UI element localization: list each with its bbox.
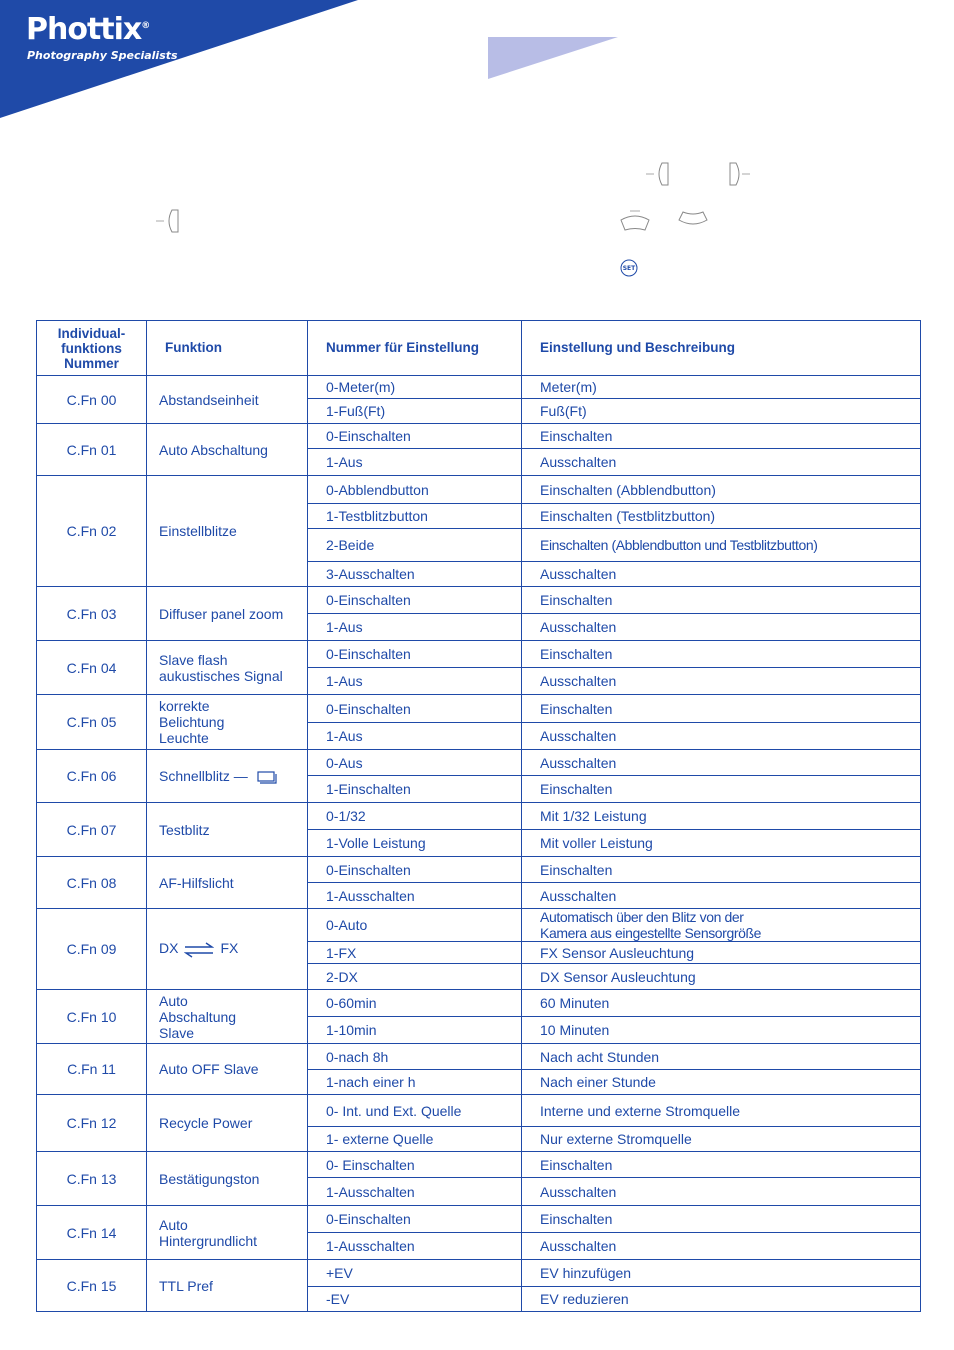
function-name-suffix: FX xyxy=(220,940,239,957)
setting-description-text: Ausschalten xyxy=(540,1238,617,1254)
function-name-text: Schnellblitz — xyxy=(159,767,248,784)
function-number: C.Fn 09 xyxy=(37,909,147,990)
setting-description-text: 60 Minuten xyxy=(540,995,610,1011)
button-left-icon xyxy=(154,208,184,234)
setting-description xyxy=(522,587,921,614)
setting-number: 1-Aus xyxy=(308,449,522,476)
table-header-row xyxy=(37,321,921,376)
function-name-text: Auto OFF Slave xyxy=(159,1061,259,1077)
setting-number: 0-Einschalten xyxy=(308,424,522,449)
accent-triangle xyxy=(488,37,618,79)
setting-description xyxy=(522,449,921,476)
function-name xyxy=(147,750,308,803)
setting-description xyxy=(522,399,921,424)
function-name-text: Bestätigungston xyxy=(159,1170,260,1187)
setting-number: 1-Aus xyxy=(308,723,522,750)
function-number: C.Fn 03 xyxy=(37,587,147,641)
function-name-text: AF-Hilfslicht xyxy=(159,874,234,891)
setting-number: 0-Einschalten xyxy=(308,641,522,668)
setting-description-text: Ausschalten xyxy=(540,754,617,771)
table-row xyxy=(37,909,921,942)
setting-description-text: Nur externe Stromquelle xyxy=(540,1131,692,1147)
setting-number: 0-Einschalten xyxy=(308,587,522,614)
brand-logo xyxy=(26,12,149,47)
setting-description-text: EV reduzieren xyxy=(540,1291,629,1307)
setting-number: 0-nach 8h xyxy=(308,1044,522,1070)
setting-number: 0- Einschalten xyxy=(308,1152,522,1178)
setting-number: 0- Int. und Ext. Quelle xyxy=(308,1095,522,1127)
setting-description-text: Einschalten (Abblendbutton und Testblitzbutton) xyxy=(540,537,818,553)
function-name-text: Abstandseinheit xyxy=(159,391,259,408)
function-name-text: Diffuser panel zoom xyxy=(159,605,284,622)
table-row xyxy=(37,990,921,1017)
button-left-icon xyxy=(644,161,674,187)
setting-description xyxy=(522,562,921,587)
function-name-text: Auto Hintergrundlicht xyxy=(159,1216,258,1249)
setting-number: 0-Einschalten xyxy=(308,1206,522,1233)
brand-tagline: Photography Specialists xyxy=(27,49,178,62)
setting-description-text: Einschalten xyxy=(540,861,613,878)
setting-number: 0-1/32 xyxy=(308,803,522,830)
function-number: C.Fn 10 xyxy=(37,990,147,1044)
setting-number: 0-Einschalten xyxy=(308,695,522,723)
function-number: C.Fn 06 xyxy=(37,750,147,803)
function-name xyxy=(147,1260,308,1312)
setting-number: 1- externe Quelle xyxy=(308,1127,522,1152)
zoom-button-icon xyxy=(618,208,652,234)
setting-description xyxy=(522,803,921,830)
setting-number: +EV xyxy=(308,1260,522,1287)
function-name xyxy=(147,476,308,587)
setting-number: 1-Ausschalten xyxy=(308,1178,522,1206)
function-name xyxy=(147,376,308,424)
function-name xyxy=(147,695,308,750)
setting-number: 0-Meter(m) xyxy=(308,376,522,399)
registered-mark: ® xyxy=(141,21,150,31)
setting-number: 0-Aus xyxy=(308,750,522,776)
header-description: Einstellung und Beschreibung xyxy=(522,321,921,376)
setting-description-text: Ausschalten xyxy=(540,1183,617,1200)
setting-description xyxy=(522,1044,921,1070)
function-number: C.Fn 05 xyxy=(37,695,147,750)
function-name-text: korrekte Belichtung Leuchte xyxy=(159,698,225,746)
function-number: C.Fn 00 xyxy=(37,376,147,424)
table-row xyxy=(37,1095,921,1127)
function-number: C.Fn 14 xyxy=(37,1206,147,1260)
setting-description xyxy=(522,723,921,750)
setting-number: 0-Einschalten xyxy=(308,857,522,883)
function-number: C.Fn 08 xyxy=(37,857,147,909)
setting-description xyxy=(522,614,921,641)
table-row xyxy=(37,641,921,668)
function-name-text: Slave flash aukustisches Signal xyxy=(159,651,283,684)
brand-name: Phottix xyxy=(26,12,142,47)
function-name-text: Auto Abschaltung Slave xyxy=(159,992,237,1041)
setting-description xyxy=(522,376,921,399)
continuous-shooting-icon xyxy=(256,770,278,784)
setting-description xyxy=(522,750,921,776)
setting-description-text: Einschalten xyxy=(540,1211,613,1227)
setting-number: -EV xyxy=(308,1287,522,1312)
setting-description-text: Nach acht Stunden xyxy=(540,1048,660,1065)
setting-description xyxy=(522,883,921,909)
custom-function-table xyxy=(36,320,921,1312)
setting-description xyxy=(522,668,921,695)
setting-description-text: Interne und externe Stromquelle xyxy=(540,1102,741,1119)
function-name xyxy=(147,990,308,1044)
setting-description xyxy=(522,830,921,857)
function-number: C.Fn 15 xyxy=(37,1260,147,1312)
function-name xyxy=(147,1095,308,1152)
setting-description xyxy=(522,1127,921,1152)
header-setting-number: Nummer für Einstellung xyxy=(308,321,522,376)
function-name xyxy=(147,424,308,476)
function-number: C.Fn 01 xyxy=(37,424,147,476)
setting-description xyxy=(522,909,921,942)
setting-description-text: Ausschalten xyxy=(540,887,617,904)
setting-description-text: Einschalten xyxy=(540,646,613,662)
table-row xyxy=(37,695,921,723)
setting-description xyxy=(522,942,921,964)
function-name xyxy=(147,909,308,990)
setting-number: 0-60min xyxy=(308,990,522,1017)
setting-number: 1-Aus xyxy=(308,614,522,641)
header-function: Funktion xyxy=(147,321,308,376)
table-row xyxy=(37,424,921,449)
table-row xyxy=(37,1152,921,1178)
function-name xyxy=(147,587,308,641)
setting-number: 1-Ausschalten xyxy=(308,1233,522,1260)
set-label: SET xyxy=(622,265,636,273)
setting-description-text: Meter(m) xyxy=(540,379,597,395)
setting-number: 1-Testblitzbutton xyxy=(308,504,522,529)
swap-arrows-icon xyxy=(184,942,214,958)
setting-description xyxy=(522,1152,921,1178)
function-name-text: TTL Pref xyxy=(159,1277,213,1294)
table-row xyxy=(37,857,921,883)
setting-number: 0-Abblendbutton xyxy=(308,476,522,504)
setting-description xyxy=(522,1287,921,1312)
setting-description-text: Einschalten xyxy=(540,592,613,608)
function-name xyxy=(147,803,308,857)
function-number: C.Fn 07 xyxy=(37,803,147,857)
setting-number: 1-Fuß(Ft) xyxy=(308,399,522,424)
table-row xyxy=(37,587,921,614)
table-row xyxy=(37,803,921,830)
setting-description xyxy=(522,964,921,990)
function-name-text: Recycle Power xyxy=(159,1115,253,1131)
setting-description xyxy=(522,641,921,668)
setting-description-text: Fuß(Ft) xyxy=(540,403,587,419)
setting-description-text: Ausschalten xyxy=(540,566,617,582)
setting-description-text: Einschalten xyxy=(540,1156,613,1173)
setting-description-text: Mit 1/32 Leistung xyxy=(540,808,647,824)
setting-description-text: Einschalten xyxy=(540,781,613,797)
setting-description xyxy=(522,776,921,803)
setting-number: 0-Auto xyxy=(308,909,522,942)
table-row xyxy=(37,1044,921,1070)
function-number: C.Fn 13 xyxy=(37,1152,147,1206)
set-button-icon xyxy=(619,258,639,278)
setting-description xyxy=(522,1260,921,1287)
setting-number: 1-Aus xyxy=(308,668,522,695)
setting-description xyxy=(522,504,921,529)
setting-description-text: 10 Minuten xyxy=(540,1022,610,1038)
header-number: Individual- funktions Nummer xyxy=(37,321,147,376)
setting-description-text: Ausschalten xyxy=(540,454,617,470)
function-name xyxy=(147,1044,308,1095)
function-name xyxy=(147,1206,308,1260)
setting-description-text: FX Sensor Ausleuchtung xyxy=(540,944,695,961)
setting-description xyxy=(522,1070,921,1095)
function-name-text: Einstellblitze xyxy=(159,523,237,539)
setting-number: 1-nach einer h xyxy=(308,1070,522,1095)
table-row xyxy=(37,376,921,399)
setting-number: 1-Ausschalten xyxy=(308,883,522,909)
function-name-text: Testblitz xyxy=(159,821,210,838)
setting-description xyxy=(522,1206,921,1233)
function-name-text: Auto Abschaltung xyxy=(159,441,268,458)
function-number: C.Fn 02 xyxy=(37,476,147,587)
setting-number: 2-Beide xyxy=(308,529,522,562)
setting-description-text: Einschalten (Abblendbutton) xyxy=(540,481,716,498)
setting-description-text: Ausschalten xyxy=(540,619,617,635)
setting-description xyxy=(522,424,921,449)
function-number: C.Fn 04 xyxy=(37,641,147,695)
function-number: C.Fn 12 xyxy=(37,1095,147,1152)
button-right-icon xyxy=(724,161,754,187)
setting-description xyxy=(522,857,921,883)
setting-description-text: EV hinzufügen xyxy=(540,1265,632,1281)
setting-description xyxy=(522,1017,921,1044)
table-row xyxy=(37,1260,921,1287)
setting-description xyxy=(522,476,921,504)
function-name xyxy=(147,857,308,909)
setting-description-text: Einschalten (Testblitzbutton) xyxy=(540,508,716,524)
function-name-text: DX xyxy=(159,940,179,957)
setting-description xyxy=(522,529,921,562)
table-row xyxy=(37,1206,921,1233)
table-row xyxy=(37,476,921,504)
setting-number: 1-10min xyxy=(308,1017,522,1044)
setting-description-text: Automatisch über den Blitz von der Kamera aus eingestellte Sensorgröße xyxy=(540,909,762,941)
setting-description xyxy=(522,1178,921,1206)
down-button-icon xyxy=(676,208,710,234)
setting-number: 3-Ausschalten xyxy=(308,562,522,587)
setting-description-text: Einschalten xyxy=(540,700,613,717)
table-body xyxy=(37,376,921,1312)
setting-description xyxy=(522,990,921,1017)
setting-description-text: DX Sensor Ausleuchtung xyxy=(540,968,696,985)
setting-description xyxy=(522,1233,921,1260)
setting-description-text: Einschalten xyxy=(540,428,613,444)
setting-number: 1-Einschalten xyxy=(308,776,522,803)
setting-description-text: Ausschalten xyxy=(540,728,617,744)
table-row xyxy=(37,750,921,776)
setting-number: 1-Volle Leistung xyxy=(308,830,522,857)
function-number: C.Fn 11 xyxy=(37,1044,147,1095)
setting-number: 2-DX xyxy=(308,964,522,990)
function-name xyxy=(147,1152,308,1206)
setting-description-text: Nach einer Stunde xyxy=(540,1074,656,1090)
setting-description-text: Mit voller Leistung xyxy=(540,835,653,851)
setting-description-text: Ausschalten xyxy=(540,673,617,689)
function-name xyxy=(147,641,308,695)
setting-description xyxy=(522,695,921,723)
setting-description xyxy=(522,1095,921,1127)
setting-number: 1-FX xyxy=(308,942,522,964)
